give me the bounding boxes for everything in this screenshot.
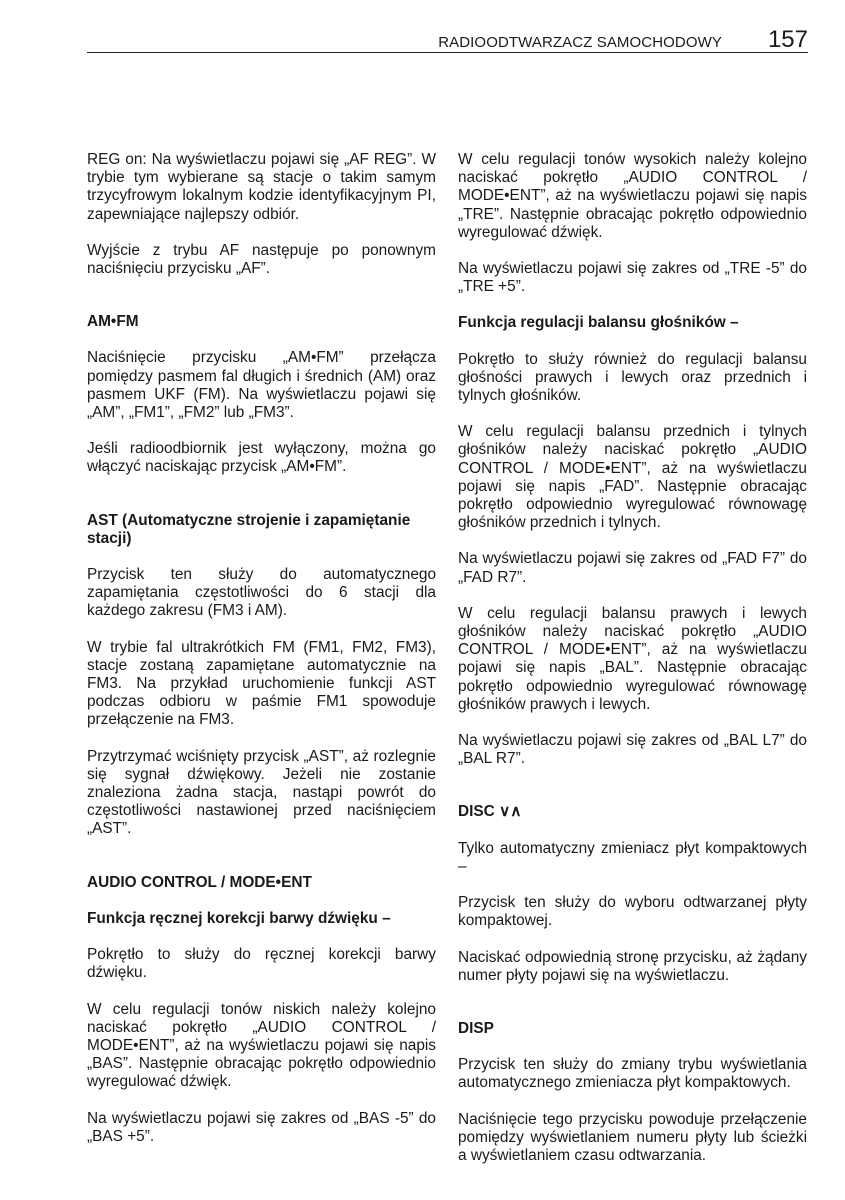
paragraph: Przycisk ten służy do automatycznego zapamiętania częstotliwości do 6 stacji dla każdego zakresu (FM3 i AM). [87, 566, 436, 620]
paragraph: Tylko automatyczny zmieniacz płyt kompaktowych – [458, 839, 807, 875]
paragraph: Naciśnięcie przycisku „AM•FM” przełącza pomiędzy pasmem fal długich i średnich (AM) oraz pasmem UKF (FM). Na wyświetlaczu pojawi się „AM”, „FM1”, „FM2” lub „FM3”. [87, 349, 436, 422]
header-title: RADIOODTWARZACZ SAMOCHODOWY [438, 34, 722, 51]
paragraph: W celu regulacji balansu prawych i lewych głośników należy naciskać pokrętło „AUDIO CONTROL / MODE•ENT”, aż na wyświetlaczu pojawi się napis „BAL”. Następnie obracając pokrętło odpowiednio wyregulować równowagę głośników prawych i lewych. [458, 604, 807, 713]
paragraph: Pokrętło to służy również do regulacji balansu głośności prawych i lewych oraz przednich i tylnych głośników. [458, 350, 807, 405]
section-heading: Funkcja ręcznej korekcji barwy dźwięku – [87, 909, 391, 927]
paragraph: W celu regulacji balansu przednich i tylnych głośników należy naciskać pokrętło „AUDIO CONTROL / MODE•ENT”, aż na wyświetlaczu pojawi się napis „FAD”. Następnie obracając pokrętło odpowiednio wyregulować równowagę głośników przednich i tylnych. [458, 423, 807, 532]
paragraph: REG on: Na wyświetlaczu pojawi się „AF REG”. W trybie tym wybierane są stacje o takim samym trzycyfrowym lokalnym kodzie identyfikacyjnym PI, zapewniające najlepszy odbiór. [87, 151, 436, 223]
paragraph: Przycisk ten służy do wyboru odtwarzanej płyty kompaktowej. [458, 894, 807, 930]
section-heading: AM•FM [87, 313, 139, 331]
paragraph: Naciskać odpowiednią stronę przycisku, aż żądany numer płyty pojawi się na wyświetlaczu. [458, 948, 807, 984]
paragraph: Wyjście z trybu AF następuje po ponownym naciśnięciu przycisku „AF”. [87, 241, 436, 278]
section-heading: DISP [458, 1019, 494, 1037]
paragraph: Na wyświetlaczu pojawi się zakres od „FAD F7” do „FAD R7”. [458, 550, 807, 586]
paragraph: Na wyświetlaczu pojawi się zakres od „BAL L7” do „BAL R7”. [458, 732, 807, 768]
section-heading: AUDIO CONTROL / MODE•ENT [87, 873, 312, 891]
paragraph: W celu regulacji tonów wysokich należy kolejno naciskać pokrętło „AUDIO CONTROL / MODE•ENT”, aż na wyświetlaczu pojawi się napis „TRE”. Następnie obracając pokrętło odpowiednio wyregulować dźwięk. [458, 151, 807, 241]
header-rule [87, 52, 808, 53]
paragraph: W trybie fal ultrakrótkich FM (FM1, FM2, FM3), stacje zostaną zapamiętane automatycznie na FM3. Na przykład uruchomienie funkcji AST podczas odbioru w paśmie FM1 spowoduje przełączenie na FM3. [87, 638, 436, 729]
paragraph: Przycisk ten służy do zmiany trybu wyświetlania automatycznego zmieniacza płyt kompaktowych. [458, 1056, 807, 1092]
paragraph: Pokrętło to służy do ręcznej korekcji barwy dźwięku. [87, 946, 436, 982]
section-heading: Funkcja regulacji balansu głośników – [458, 314, 739, 332]
paragraph: Przytrzymać wciśnięty przycisk „AST”, aż rozlegnie się sygnał dźwiękowy. Jeżeli nie zostanie znaleziona żadna stacja, nastąpi powrót do częstotliwości nastawionej przed naciśnięciem „AST”. [87, 747, 436, 838]
right-column [458, 151, 807, 1165]
paragraph: W celu regulacji tonów niskich należy kolejno naciskać pokrętło „AUDIO CONTROL / MODE•ENT”, aż na wyświetlaczu pojawi się napis „BAS”. Następnie obracając pokrętło odpowiednio wyregulować dźwięk. [87, 1000, 436, 1091]
paragraph: Naciśnięcie tego przycisku powoduje przełączenie pomiędzy wyświetlaniem numeru płyty lub ścieżki a wyświetlaniem czasu odtwarzania. [458, 1110, 807, 1164]
paragraph: Jeśli radioodbiornik jest wyłączony, można go włączyć naciskając przycisk „AM•FM”. [87, 440, 436, 476]
section-heading: AST (Automatyczne strojenie i zapamiętanie stacji) [87, 511, 411, 547]
paragraph: Na wyświetlaczu pojawi się zakres od „BAS -5” do „BAS +5”. [87, 1109, 436, 1145]
page-number: 157 [767, 26, 808, 53]
section-heading: DISC ∨∧ [458, 803, 522, 821]
paragraph: Na wyświetlaczu pojawi się zakres od „TRE -5” do „TRE +5”. [458, 260, 807, 296]
left-column [87, 151, 436, 1146]
